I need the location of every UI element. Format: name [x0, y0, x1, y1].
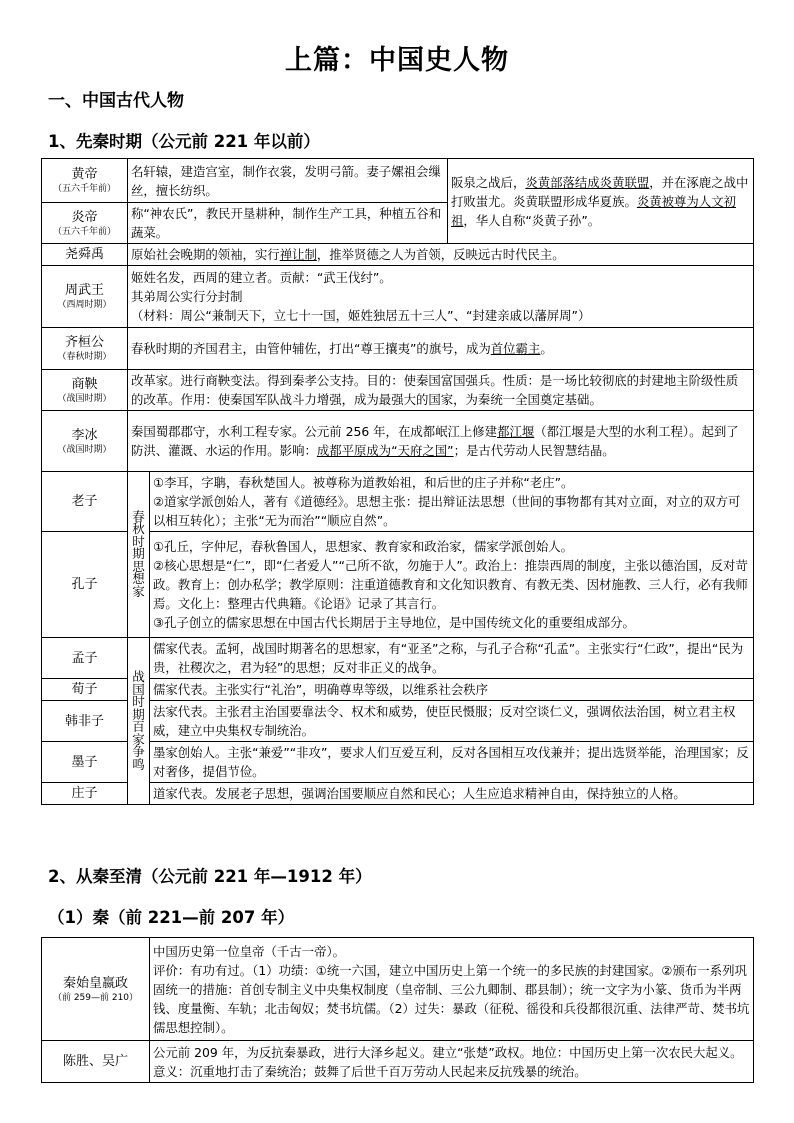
person-name-mengzi: 孟子	[42, 638, 128, 679]
description-hanfeizi: 法家代表。主张君主治国要靠法令、权术和威势，使臣民慑服；反对空谈仁义，强调依法治国，树立君主权威，建立中央集权专制统治。	[150, 701, 754, 742]
description-yaoshunyu: 原始社会晚期的领袖，实行禅让制，推举贤德之人为首领，反映远古时代民主。	[128, 244, 754, 266]
period-label: （五六千年前）	[52, 226, 116, 237]
period-label: （战国时期）	[57, 393, 112, 404]
section-heading-ancient-figures: 一、中国古代人物	[48, 91, 184, 111]
person-name-zhouwuwang: 周武王	[64, 283, 104, 298]
pre-qin-heading: 1、先秦时期（公元前 221 年以前）	[48, 132, 320, 151]
description-mozi: 墨家创始人。主张“兼爱”“非攻”，要求人们互爱互利，反对各国相互攻伐兼并；提出选贤举能，治理国家；反对奢侈，提倡节俭。	[150, 742, 754, 783]
page-title: 上篇：中国史人物	[285, 45, 509, 76]
description-kongzi: ①孔丘，字仲尼，春秋鲁国人，思想家、教育家和政治家，儒家学派创始人。 ②核心思想是“仁”，即“仁者爱人”“己所不欲，勿施于人”。政治上：推崇西周的制度，主张以德治国，反对苛政。教育上：创办私学；教学原则：注重道德教育和文化知识教育、有教无类、因材施教、三人行，必有我师焉。文化上：整理古代典籍。《论语》记录了其言行。 ③孔子创立的儒家思想在中国古代长期居于主导地位，是中国传统文化的重要组成部分。	[150, 532, 754, 638]
description-shangyang: 改革家。进行商鞅变法。得到秦孝公支持。目的：使秦国富国强兵。性质：是一场比较彻底的封建地主阶级性质的改革。作用：使秦国军队战斗力增强，成为最强大的国家，为秦统一全国奠定基础。	[128, 370, 754, 411]
description-zhuangzi: 道家代表。发展老子思想，强调治国要顺应自然和民心；人生应追求精神自由，保持独立的人格。	[150, 783, 754, 805]
description-zhouwuwang: 姬姓名发，西周的建立者。贡献：“武王伐纣”。 其弟周公实行分封制 （材料：周公“兼制天下，立七十一国，姬姓独居五十三人”、“封建亲戚以藩屏周”）	[128, 266, 754, 328]
person-name-laozi: 老子	[42, 472, 128, 532]
table-row	[42, 159, 754, 203]
description-huangdi: 名轩辕，建造宫室，制作衣裳，发明弓箭。妻子嫘祖会缫丝，擅长纺织。	[128, 159, 448, 203]
person-name-huangdi: 黄帝	[71, 167, 98, 182]
person-name-yaoshunyu: 尧舜禹	[42, 244, 128, 266]
period-label: （春秋时期）	[57, 352, 112, 362]
person-name-shangyang: 商鞅	[71, 376, 98, 392]
description-chenwu: 公元前 209 年，为反抗秦暴政，进行大泽乡起义。建立“张楚”政权。地位：中国历史上第一次农民大起义。意义：沉重地打击了秦统治；鼓舞了后世千百万劳动人民起来反抗残暴的统治。	[150, 1041, 754, 1083]
description-laozi: ①李耳，字聃，春秋楚国人。被尊称为道教始祖，和后世的庄子并称“老庄”。 ②道家学派创始人，著有《道德经》。思想主张：提出辩证法思想（世间的事物都有其对立面，对立的双方可以相互转化）；主张“无为而治”“顺应自然”。	[150, 472, 754, 532]
person-name-hanfeizi: 韩非子	[42, 701, 128, 742]
person-name-kongzi: 孔子	[42, 532, 128, 638]
description-yandi: 称“神农氏”，教民开垦耕种，制作生产工具，种植五谷和蔬菜。	[128, 203, 448, 244]
period-label: （战国时期）	[57, 444, 112, 455]
table-row	[42, 328, 754, 370]
table-row	[42, 472, 754, 532]
era-label-chunqiu: 春秋时期思想家	[132, 508, 145, 599]
description-qinshihuang: 中国历史第一位皇帝（千古一帝）。 评价：有功有过。（1）功绩：①统一六国，建立中国历史上第一个统一的多民族的封建国家。②颁布一系列巩固统一的措施：首创专制主义中央集权制度（皇帝制、三公九卿制、郡县制）；统一文字为小篆、货币为半两钱、度量衡、车轨；北击匈奴；焚书坑儒。（2）过失：暴政（征税、徭役和兵役都很沉重、法律严苛、焚书坑儒思想控制）。	[150, 938, 754, 1041]
period-label: （五六千年前）	[52, 184, 116, 194]
description-qihuangong: 春秋时期的齐国君主，由管仲辅佐，打出“尊王攘夷”的旗号，成为首位霸主。	[128, 328, 754, 370]
description-yanhuang-alliance: 阪泉之战后，炎黄部落结成炎黄联盟，并在涿鹿之战中打败蚩尤。炎黄联盟形成华夏族。炎黄被尊为人文初祖，华人自称“炎黄子孙”。	[448, 159, 754, 244]
qin-dynasty-heading: （1）秦（前 221—前 207 年）	[48, 908, 295, 927]
description-mengzi: 儒家代表。孟轲，战国时期著名的思想家，有“亚圣”之称，与孔子合称“孔孟”。主张实行“仁政”，提出“民为贵，社稷次之，君为轻”的思想；反对非正义的战争。	[150, 638, 754, 679]
table-row	[42, 266, 754, 328]
table-row	[42, 1041, 754, 1083]
table-row	[42, 938, 754, 1041]
person-name-zhuangzi: 庄子	[42, 783, 128, 805]
pre-qin-table	[41, 158, 754, 805]
description-xunzi: 儒家代表。主张实行“礼治”，明确尊卑等级，以维系社会秩序	[150, 679, 754, 701]
table-row	[42, 370, 754, 411]
era-label-zhanguo: 战国时期百家争鸣	[132, 669, 145, 772]
person-name-libing: 李冰	[71, 427, 98, 443]
qin-to-qing-heading: 2、从秦至清（公元前 221 年—1912 年）	[48, 867, 372, 886]
person-name-chenwu: 陈胜、吴广	[42, 1041, 150, 1083]
qin-table	[41, 937, 754, 1083]
person-name-yandi: 炎帝	[71, 209, 98, 225]
table-row	[42, 244, 754, 266]
description-libing: 秦国蜀郡郡守，水利工程专家。公元前 256 年，在成都岷江上修建都江堰（都江堰是大型的水利工程）。起到了防洪、灌溉、水运的作用。影响：成都平原成为“天府之国”；是古代劳动人民智慧结晶。	[128, 411, 754, 472]
person-name-qinshihuang: 秦始皇嬴政	[62, 975, 128, 991]
period-label: （西周时期）	[57, 300, 112, 310]
period-label: （前 259—前 210）	[52, 992, 139, 1003]
table-row	[42, 411, 754, 472]
person-name-qihuangong: 齐桓公	[64, 335, 104, 350]
person-name-mozi: 墨子	[42, 742, 128, 783]
table-row	[42, 638, 754, 679]
person-name-xunzi: 荀子	[42, 679, 128, 701]
